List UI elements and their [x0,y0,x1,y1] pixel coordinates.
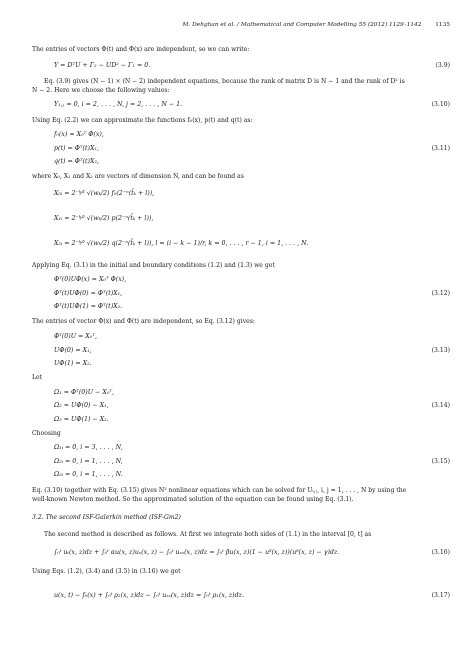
equation: UΦ(1) = X₂. [54,360,92,367]
equation: Υ = DᵀU + Γ₂ − UD² − Γ₁ = 0. [54,62,151,69]
equation-number: (3.11) [431,145,450,152]
equation: Φᵀ(t)UΦ(0) = Φᵀ(t)X₁, [54,290,123,297]
equation: Φᵀ(t)UΦ(1) = Φᵀ(t)X₂. [54,303,123,310]
paragraph-line: Using Eq. (2.2) we can approximate the functions f₀(x), p(t) and q(t) as: [32,117,253,124]
paragraph-line: The entries of vectors Φ(t) and Φ(x) are independent, so we can write: [32,46,250,53]
equation-number: (3.14) [431,402,450,409]
equation-number: (3.16) [431,549,450,556]
equation: X₁ᵢ = 2⁻ᵏ⁄² √(wₖ/2) p(2⁻ⁿ(t̂ₖ + l)), [54,215,154,222]
page-number: 1135 [435,22,450,28]
equation-number: (3.13) [431,347,450,354]
paragraph-line: Applying Eq. (3.1) in the initial and boundary conditions (1.2) and (1.3) we get [32,262,275,269]
paragraph-line: Choosing [32,430,61,437]
equation: ∫₀ᵗ uₜ(x, z)dz + ∫₀ᵗ αu(x, z)uₓ(x, z) − ∫₀ᵗ uₓₓ(x, z)dz = ∫₀ᵗ βu(x, z)(1 − uᵟ(x, z))(uᵟ(x, z) − γ)dz. [54,549,340,556]
equation: Ω₃ᵢ = 0, i = 1, . . . , N. [54,471,123,478]
paragraph-line: The entries of vector Φ(x) and Φ(t) are independent, so Eq. (3.12) gives: [32,318,255,325]
running-head-text: M. Dehghan et al. / Mathematical and Computer Modelling 55 (2012) 1129–1142 [182,22,422,28]
equation: Φᵀ(0)UΦ(x) = X₀ᵀ Φ(x), [54,276,127,283]
equation: Ω₁ = Φᵀ(0)U − X₀ᵀ, [54,389,114,396]
running-header [32,22,450,34]
paragraph-line: Eq. (3.9) gives (N − 1) × (N − 2) independent equations, because the rank of matrix D is N − 1 and the rank of D² is [44,78,405,85]
equation: X₀ᵢ = 2⁻ᵏ⁄² √(wₖ/2) f₀(2⁻ⁿ(t̂ₖ + l)), [54,190,155,197]
equation-number: (3.15) [431,458,450,465]
equation-number: (3.12) [431,290,450,297]
paragraph-line: Using Eqs. (1.2), (3.4) and (3.5) in (3.16) we get [32,568,181,575]
equation: Ω₂ᵢ = 0, i = 1, . . . , N, [54,458,123,465]
equation: Ω₁ᵢ = 0, i = 3, . . . , N, [54,444,123,451]
paragraph-line: N − 2. Here we choose the following values: [32,87,170,94]
section-heading: 3.2. The second ISF-Galerkin method (ISF-Gm2) [32,514,181,521]
equation: Ω₃ = UΦ(1) − X₂. [54,416,109,423]
paragraph-line: where X₀, X₁ and X₂ are vectors of dimension N, and can be found as [32,173,244,180]
paragraph-line: Eq. (3.10) together with Eq. (3.15) gives N² nonlinear equations which can be solved for Uᵢ,ⱼ, i, j = 1, . . . , N by using the [32,487,407,494]
equation: q(t) = Φᵀ(t)X₂, [54,158,100,165]
equation: u(x, t) − f₀(x) + ∫₀ᵗ ρ₂(x, z)dz − ∫₀ᵗ uₓₓ(x, z)dz = ∫₀ᵗ ρ₁(x, z)dz. [54,592,244,599]
equation: Φᵀ(0)U = X₀ᵀ, [54,333,97,340]
equation: p(t) = Φᵀ(t)X₁, [54,145,100,152]
equation-number: (3.17) [431,592,450,599]
equation: UΦ(0) = X₁, [54,347,92,354]
equation-number: (3.10) [431,101,450,108]
equation: X₂ᵢ = 2⁻ᵏ⁄² √(wₖ/2) q(2⁻ⁿ(t̂ₖ + l)), l = (i − k − 1)/r, k = 0, . . . , r − 1, i = 1, . . . , N. [54,240,309,247]
equation: Υ₁,ⱼ = 0, i = 2, . . . , N, j = 2, . . . , N − 1. [54,101,183,108]
equation-number: (3.9) [435,62,450,69]
paragraph-line: well-known Newton method. So the approximated solution of the equation can be found using Eq. (3.1). [32,496,354,503]
paragraph-line: The second method is described as follows. At first we integrate both sides of (1.1) in the interval [0, t] as [44,531,372,538]
paragraph-line: Let [32,374,43,381]
equation: f₀(x) = X₀ᵀ Φ(x), [54,131,104,138]
equation: Ω₂ = UΦ(0) − X₁, [54,402,109,409]
